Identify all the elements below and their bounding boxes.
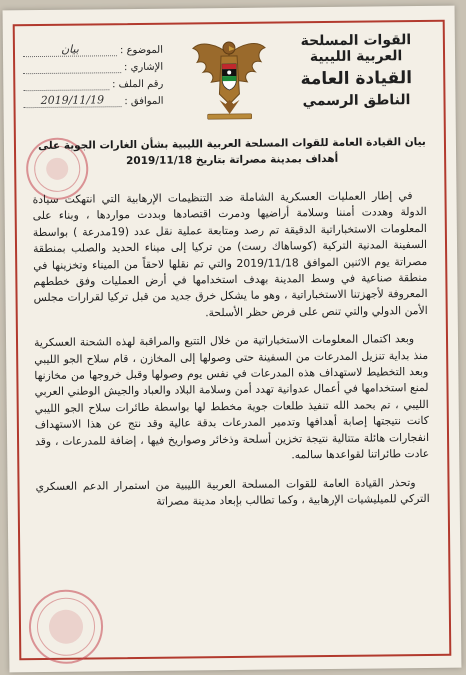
org-name: القوات المسلحة العربية الليبية xyxy=(300,32,412,66)
reference-row xyxy=(23,56,163,74)
subject-row xyxy=(23,39,163,57)
date-row xyxy=(23,90,163,108)
statement-title: بيان القيادة العامة للقوات المسلحة العربية الليبية بشأن الغارات الجوية على أهداف بمدينة مصراتة بتاريخ 2019/11/18 xyxy=(38,135,426,168)
reference-fields xyxy=(23,39,164,108)
document-page xyxy=(3,6,462,673)
organization-block xyxy=(281,32,432,110)
org-command: القيادة العامة xyxy=(300,68,413,90)
file-number-value xyxy=(23,76,109,91)
subject-value: بيان xyxy=(23,42,117,57)
reference-label: الإشاري : xyxy=(123,61,164,74)
letterhead xyxy=(17,32,442,126)
statement-body xyxy=(32,188,429,523)
eagle-emblem-icon xyxy=(189,34,270,123)
file-number-row xyxy=(23,73,163,91)
body-paragraph: وتحذر القيادة العامة للقوات المسلحة العربية الليبية من استمرار الدعم العسكري التركي للميليشيات الإرهابية ، وكما تطالب بإبعاد مدينة مصراتة xyxy=(35,475,430,508)
body-paragraph: في إطار العمليات العسكرية الشاملة ضد التنظيمات الإرهابية التي انتهكت سيادة الدولة وهددت أمننا وسلامة أراضيها ودمرت اقتصادها وبددت مواردها ، وبناء على المعلومات الاستخباراتية الدقيقة تم رصد ومتابعة عملية نقل عدد (19مدرعة ) بواسطة السفينة المدنية التركية (كوساهاك رست) من تركيا إلى ميناء الحديد والصلب بمنطقة مصراتة يوم الاثنين الموافق 2019/11/18 والتي تم نقلها لاحقاً من الميناء وتخزينها في منطقة صناعية في وسط المدينة بهدف استخدامها في أرض العمليات وفق خططهم المعروفة لأجهزتنا الاستخباراتية ، وهو ما يشكل خرق جديد من قبل تركيا لقرارات مجلس الأمن الدولي والتي تنص على فرض حظر الأسلحة. xyxy=(32,189,428,320)
org-spokesman: الناطق الرسمي xyxy=(302,92,411,110)
file-number-label: رقم الملف : xyxy=(112,78,164,91)
subject-label: الموضوع : xyxy=(119,44,164,57)
body-paragraph: وبعد اكتمال المعلومات الاستخباراتية من خلال التتبع والمراقبة لهذه الشحنة العسكرية منذ بداية تنزيل المدرعات من السفينة حتى وصولها إلى المخازن ، قام سلاح الجو الليبي وبعد التخطيط لاستهداف هذه المدرعات في نفس يوم وصولها وقبل خروجها من مخازنها لمنع استخدامها في أعمال عدوانية تهدد أمن وسلامة البلاد والعباد والجيش الوطني العربي الليبي ، تم بحمد الله تنفيذ طلعات جوية مخطط لها بواسطة طائرات سلاح الجو الليبي كانت نتيجتها إصابة أهدافها وتدمير المدرعات بدقة عالية وقد نتج عن هذا الاستهداف انفجارات هائلة متتالية نتيجة تخزين أسلحة وذخائر وصواريخ فيها ، إضافة للمدرعات ، وقد عادت طائراتنا لقواعدها سالمه. xyxy=(33,332,430,462)
reference-value xyxy=(23,59,121,74)
date-value: 2019/11/19 xyxy=(23,93,121,108)
date-label: الموافق : xyxy=(124,95,164,108)
